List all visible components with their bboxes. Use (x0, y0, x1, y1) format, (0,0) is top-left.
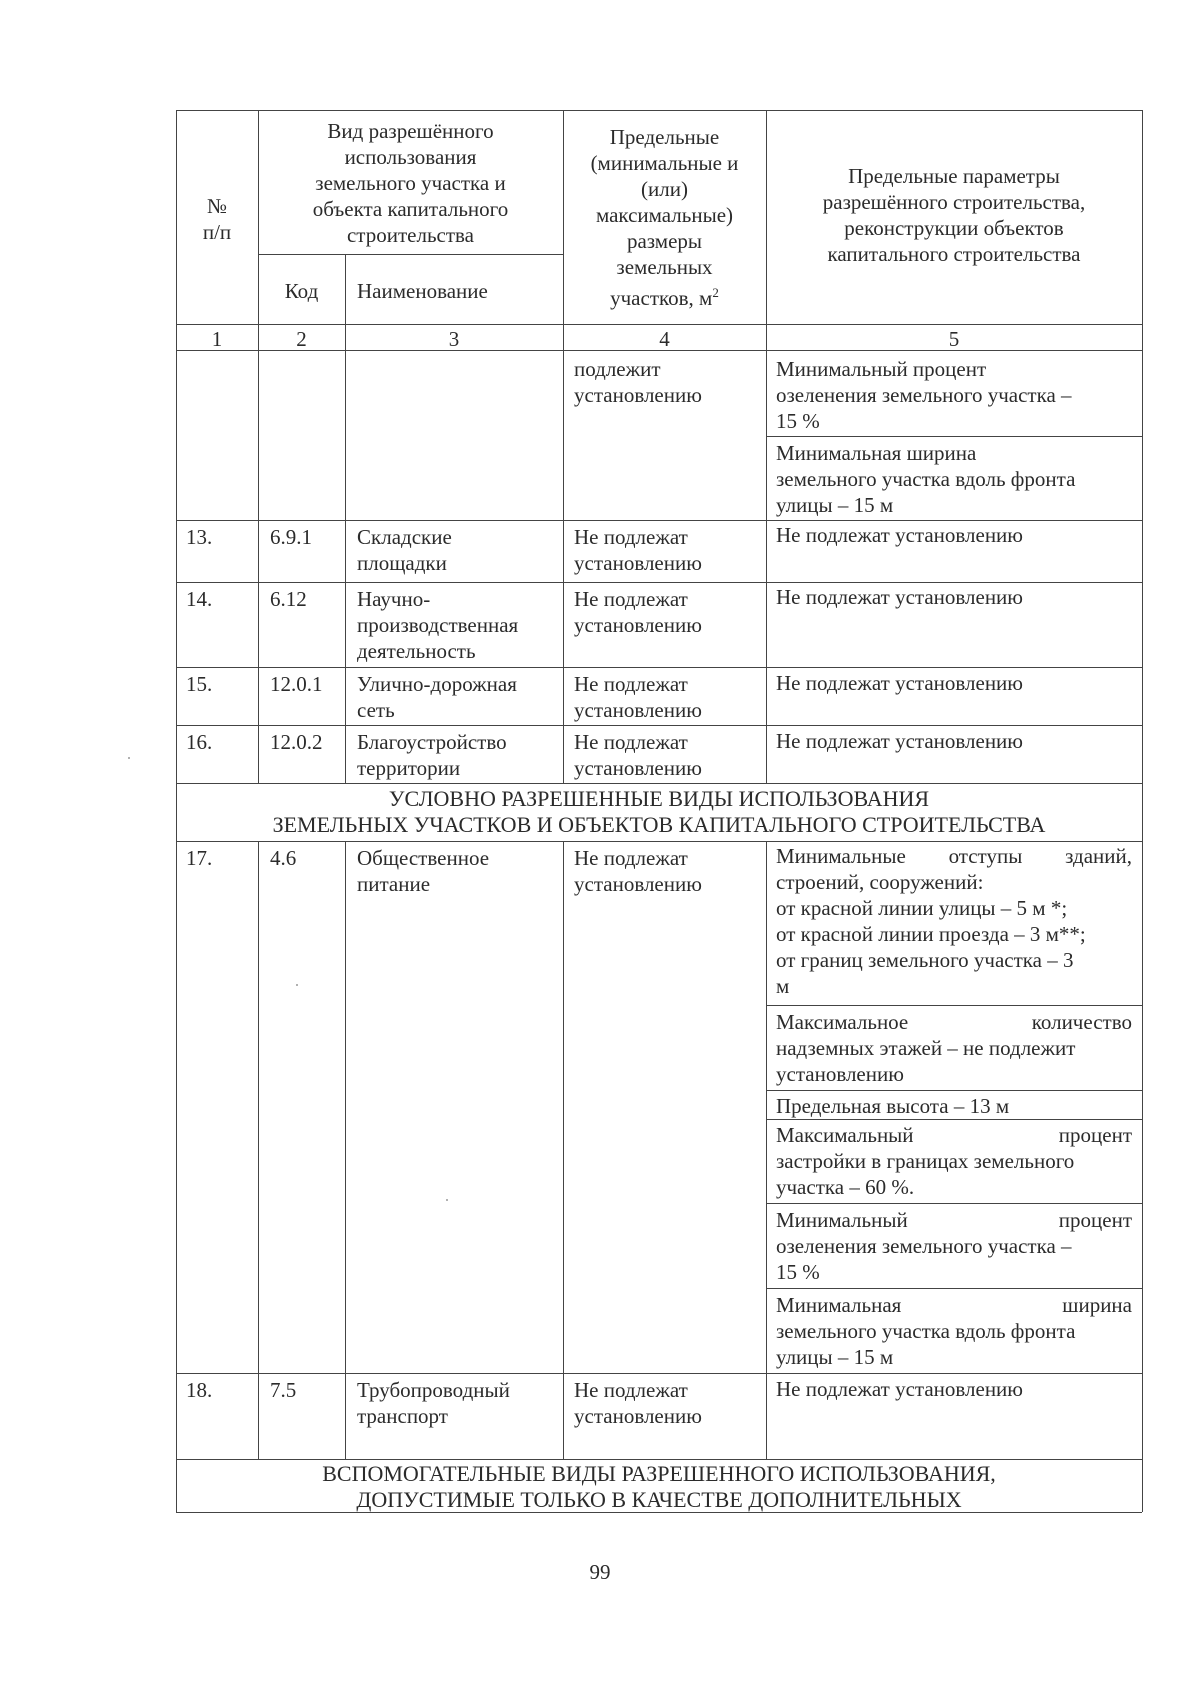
section-top-border (176, 1459, 1142, 1460)
col-number: 3 (448, 327, 460, 351)
param-width-word: Минимальная (776, 1293, 902, 1317)
col-number: 5 (948, 327, 960, 351)
header-pred-size (565, 124, 764, 311)
param-height: Предельная высота – 13 м (776, 1094, 1010, 1118)
param-divider (766, 1203, 1142, 1204)
row-size: Не подлежат установлению (574, 525, 702, 575)
header-pred-params: Предельные параметры разрешённого строительства, реконструкции объектов капитального строительства (822, 164, 1086, 266)
param-floors-word: количество (1031, 1010, 1132, 1034)
row-size: Не подлежат установлению (574, 672, 702, 722)
row-size: Не подлежат установлению (574, 730, 702, 780)
cont-size: подлежит установлению (574, 357, 702, 407)
row-num: 16. (186, 730, 213, 754)
param-floors-rest: надземных этажей – не подлежит установлению (776, 1036, 1076, 1086)
scan-speck (446, 1199, 448, 1201)
page-number: 99 (589, 1560, 611, 1584)
row-name: Трубопроводный транспорт (357, 1378, 510, 1428)
param-width-line1 (776, 1292, 1132, 1318)
param-coverage (776, 1122, 1132, 1200)
row-params: Не подлежат установлению (776, 1377, 1023, 1401)
row-size: Не подлежат установлению (574, 587, 702, 637)
param-width-rest: земельного участка вдоль фронта улицы – 15 м (776, 1319, 1076, 1369)
param-coverage-word: Максимальный (776, 1123, 914, 1147)
param-floors (776, 1009, 1132, 1087)
param-width-word: ширина (1062, 1293, 1132, 1317)
param-coverage-word: процент (1058, 1123, 1132, 1147)
param-indents (776, 843, 1132, 999)
table-right-border (1142, 110, 1143, 1512)
row-border (176, 667, 1142, 668)
col-divider (258, 110, 259, 783)
row-num: 13. (186, 525, 213, 549)
col-divider (563, 841, 564, 1459)
param-divider (766, 1090, 1142, 1091)
col-divider (563, 110, 564, 783)
param-width (776, 1292, 1132, 1370)
row-size: Не подлежат установлению (574, 846, 702, 896)
row-border (176, 520, 1142, 521)
row-params: Не подлежат установлению (776, 671, 1023, 695)
row-name: Складские площадки (357, 525, 452, 575)
param-indents-rest: строений, сооружений: от красной линии улицы – 5 м *; от красной линии проезда – 3 м**; от границ земельного участка – 3 м (776, 870, 1086, 998)
param-coverage-line1 (776, 1122, 1132, 1148)
row-name: Улично-дорожная сеть (357, 672, 517, 722)
row-code: 12.0.1 (270, 672, 323, 696)
header-num: № п/п (202, 194, 232, 244)
row-border (176, 1373, 1142, 1374)
param-divider (766, 1288, 1142, 1289)
param-divider (766, 1005, 1142, 1006)
col-divider (258, 841, 259, 1459)
row-name: Благоустройство территории (357, 730, 507, 780)
row-code: 7.5 (270, 1378, 297, 1402)
row-code: 6.9.1 (270, 525, 312, 549)
col-divider (345, 841, 346, 1459)
scan-speck (296, 984, 298, 986)
cont-param-1: Минимальный процент озеленения земельного участка – 15 % (776, 357, 1072, 433)
param-indents-line1: Минимальные отступы зданий, (776, 844, 1132, 868)
param-greening-word: процент (1058, 1208, 1132, 1232)
header-naim: Наименование (357, 279, 488, 303)
section-bottom-border (176, 841, 1142, 842)
scan-speck (128, 757, 130, 759)
row-name: Общественное питание (357, 846, 490, 896)
table-top-border (176, 110, 1142, 111)
header-pred-size-sup: 2 (712, 285, 719, 300)
param-greening-line1 (776, 1207, 1132, 1233)
row-border (176, 582, 1142, 583)
header-vid: Вид разрешённого использования земельного участка и объекта капитального строительства (312, 119, 509, 247)
row-num: 18. (186, 1378, 213, 1402)
row-num: 15. (186, 672, 213, 696)
cont-param-2: Минимальная ширина земельного участка вдоль фронта улицы – 15 м (776, 441, 1076, 517)
param-divider (766, 1119, 1142, 1120)
row-num: 14. (186, 587, 213, 611)
row-code: 12.0.2 (270, 730, 323, 754)
param-greening-rest: озеленения земельного участка – 15 % (776, 1234, 1072, 1284)
col-divider (766, 110, 767, 783)
col-number: 4 (659, 327, 670, 351)
row-border (176, 725, 1142, 726)
header-kod: Код (284, 279, 319, 303)
param-floors-word: Максимальное (776, 1010, 909, 1034)
row-size: Не подлежат установлению (574, 1378, 702, 1428)
row-code: 4.6 (270, 846, 297, 870)
col-divider (766, 841, 767, 1459)
section-heading-auxiliary: ВСПОМОГАТЕЛЬНЫЕ ВИДЫ РАЗРЕШЕННОГО ИСПОЛЬЗОВАНИЯ, ДОПУСТИМЫЕ ТОЛЬКО В КАЧЕСТВЕ ДОПОЛНИТЕЛЬНЫХ (322, 1461, 996, 1512)
row-num: 17. (186, 846, 213, 870)
row-code: 6.12 (270, 587, 307, 611)
row-params: Не подлежат установлению (776, 585, 1023, 609)
row-params: Не подлежат установлению (776, 523, 1023, 547)
col-number: 2 (296, 327, 307, 351)
col-divider (345, 254, 346, 783)
param-divider (766, 436, 1142, 437)
param-greening (776, 1207, 1132, 1285)
param-coverage-rest: застройки в границах земельного участка – 60 %. (776, 1149, 1075, 1199)
header-pred-size-text: Предельные (минимальные и (или) максимальные) размеры земельных участков, м (590, 125, 739, 310)
row-params: Не подлежат установлению (776, 729, 1023, 753)
header-bottom-border (176, 324, 1142, 325)
section-heading-conditional: УСЛОВНО РАЗРЕШЕННЫЕ ВИДЫ ИСПОЛЬЗОВАНИЯ ЗЕМЕЛЬНЫХ УЧАСТКОВ И ОБЪЕКТОВ КАПИТАЛЬНОГО СТРОИТЕЛЬСТВА (272, 786, 1046, 837)
param-greening-word: Минимальный (776, 1208, 908, 1232)
header-sub-divider (258, 254, 563, 255)
row-name: Научно- производственная деятельность (357, 587, 519, 663)
row-border (176, 783, 1142, 784)
param-floors-line1 (776, 1009, 1132, 1035)
col-number: 1 (211, 327, 223, 351)
